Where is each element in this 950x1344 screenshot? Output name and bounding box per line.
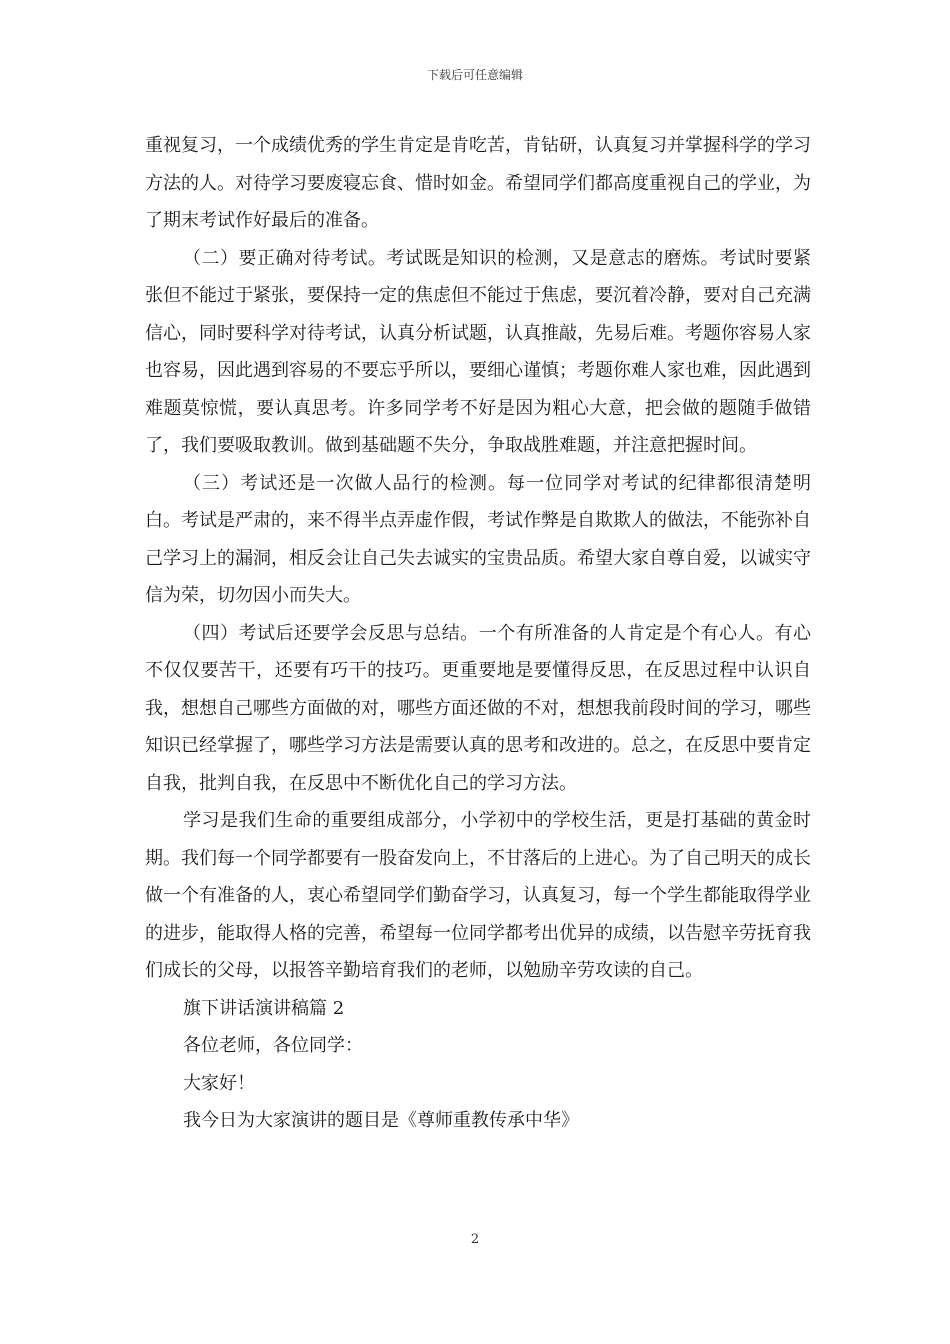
greeting: 大家好！ <box>183 1072 255 1094</box>
paragraph-conclusion: 学习是我们生命的重要组成部分，小学初中的学校生活，更是打基础的黄金时期。我们每一个同学都要有一股奋发向上，不甘落后的上进心。为了自己明天的成长做一个有准备的人，衷心希望同学们勤奋学习，认真复习，每一个学生都能取得学业的进步，能取得人格的完善，希望每一位同学都考出优异的成绩，以告慰辛劳抚育我们成长的父母，以报答辛勤培育我们的老师，以勉励辛劳攻读的自己。 <box>145 810 811 981</box>
salutation: 各位老师，各位同学： <box>183 1035 363 1056</box>
page-number: 2 <box>470 1232 480 1247</box>
speech-title: 旗下讲话演讲稿篇 2 <box>183 997 345 1019</box>
page-header: 下载后可任意编辑 <box>426 68 523 82</box>
paragraph-section-2: （二）要正确对待考试。考试既是知识的检测，又是意志的磨炼。考试时要紧张但不能过于紧张，要保持一定的焦虑但不能过于焦虑，要沉着冷静，要对自己充满信心，同时要科学对待考试，认真分析试题，认真推敲，先易后难。考题你容易人家也容易，因此遇到容易的不要忘乎所以，要细心谨慎；考题你难人家也难，因此遇到难题莫惊慌，要认真思考。许多同学考不好是因为粗心大意，把会做的题随手做错了，我们要吸取教训。做到基础题不失分，争取战胜难题，并注意把握时间。 <box>145 247 811 456</box>
paragraph-section-4: （四）考试后还要学会反思与总结。一个有所准备的人肯定是个有心人。有心不仅仅要苦干，还要有巧干的技巧。更重要地是要懂得反思，在反思过程中认识自我，想想自己哪些方面做的对，哪些方面还做的不对，想想我前段时间的学习，哪些知识已经掌握了，哪些学习方法是需要认真的思考和改进的。总之，在反思中要肯定自我，批判自我，在反思中不断优化自己的学习方法。 <box>145 622 811 794</box>
document-body <box>145 127 811 1140</box>
paragraph-section-3: （三）考试还是一次做人品行的检测。每一位同学对考试的纪律都很清楚明白。考试是严肃的，来不得半点弄虚作假，考试作弊是自欺欺人的做法，不能弥补自己学习上的漏洞，相反会让自己失去诚实的宝贵品质。希望大家自尊自爱，以诚实守信为荣，切勿因小而失大。 <box>145 472 811 606</box>
speech-topic: 我今日为大家演讲的题目是《尊师重教传承中华》 <box>183 1110 579 1131</box>
paragraph-review: 重视复习，一个成绩优秀的学生肯定是肯吃苦，肯钻研，认真复习并掌握科学的学习方法的人。对待学习要废寝忘食、惜时如金。希望同学们都高度重视自己的学业，为了期末考试作好最后的准备。 <box>145 135 811 231</box>
